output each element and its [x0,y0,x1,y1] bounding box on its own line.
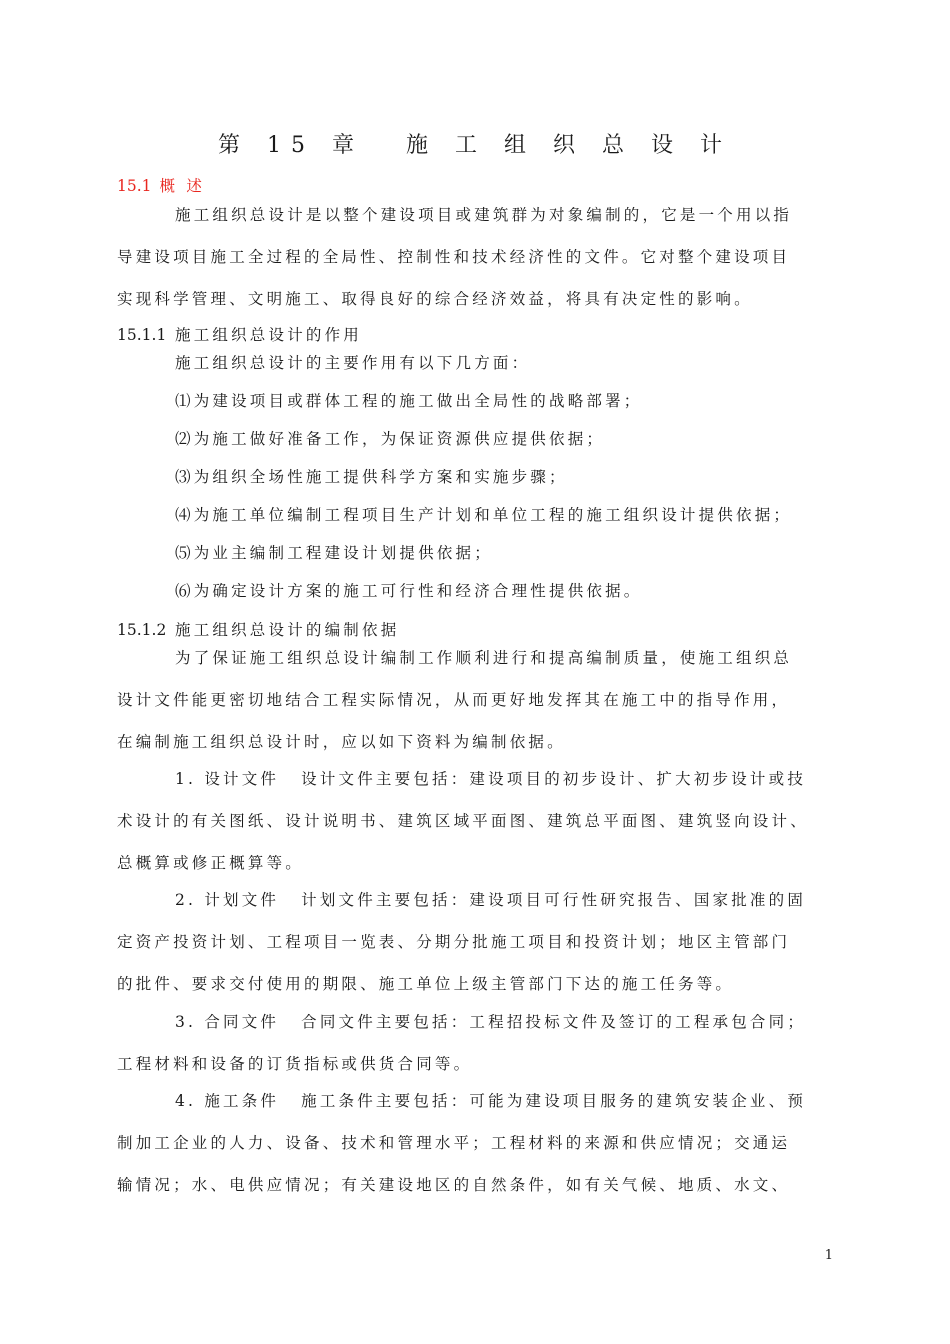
basis-item-2 [175,888,806,910]
paragraph-line: 施工组织总设计的主要作用有以下几方面： [175,354,531,372]
paragraph-line: 设计文件能更密切地结合工程实际情况，从而更好地发挥其在施工中的指导作用， [117,691,791,709]
paragraph-line: 定资产投资计划、工程项目一览表、分期分批施工项目和投资计划；地区主管部门 [117,933,791,951]
paragraph-line: 施工组织总设计是以整个建设项目或建筑群为对象编制的，它是一个用以指 [175,206,793,224]
basis-text: 计划文件主要包括：建设项目可行性研究报告、国家批准的固 [301,891,807,909]
list-item: ⑶为组织全场性施工提供科学方案和实施步骤； [175,468,568,486]
section-number: 15.1.1 [117,326,167,344]
basis-term: 2. 计划文件 [175,891,280,909]
paragraph-line: 实现科学管理、文明施工、取得良好的综合经济效益，将具有决定性的影响。 [117,290,753,308]
section-title: 施工组织总设计的编制依据 [175,621,400,639]
basis-text: 施工条件主要包括：可能为建设项目服务的建筑安装企业、预 [301,1092,807,1110]
page-number: 1 [824,1248,833,1263]
basis-text: 合同文件主要包括：工程招投标文件及签订的工程承包合同； [301,1013,807,1031]
chapter-number: 第 15 章 [218,133,364,158]
list-item: ⑴为建设项目或群体工程的施工做出全局性的战略部署； [175,392,643,410]
paragraph-line: 术设计的有关图纸、设计说明书、建筑区域平面图、建筑总平面图、建筑竖向设计、 [117,812,809,830]
chapter-title [0,128,950,159]
section-number: 15.1.2 [117,621,167,639]
basis-item-4 [175,1089,806,1111]
paragraph-line: 的批件、要求交付使用的期限、施工单位上级主管部门下达的施工任务等。 [117,975,735,993]
basis-item-1 [175,767,806,789]
list-item: ⑹为确定设计方案的施工可行性和经济合理性提供依据。 [175,582,643,600]
section-heading-15-1-2 [117,618,399,640]
basis-text: 设计文件主要包括：建设项目的初步设计、扩大初步设计或技 [301,770,807,788]
paragraph-line: 在编制施工组织总设计时，应以如下资料为编制依据。 [117,733,566,751]
chapter-name: 施 工 组 织 总 设 计 [406,133,732,158]
basis-term: 4. 施工条件 [175,1092,280,1110]
basis-term: 1. 设计文件 [175,770,280,788]
section-heading-15-1 [117,174,205,196]
section-title: 概 述 [159,177,206,195]
section-number: 15.1 [117,177,152,195]
paragraph-line: 输情况；水、电供应情况；有关建设地区的自然条件，如有关气候、地质、水文、 [117,1176,791,1194]
paragraph-line: 工程材料和设备的订货指标或供货合同等。 [117,1055,473,1073]
basis-item-3 [175,1010,806,1032]
list-item: ⑸为业主编制工程建设计划提供依据； [175,544,493,562]
basis-term: 3. 合同文件 [175,1013,280,1031]
paragraph-line: 导建设项目施工全过程的全局性、控制性和技术经济性的文件。它对整个建设项目 [117,248,791,266]
list-item: ⑷为施工单位编制工程项目生产计划和单位工程的施工组织设计提供依据； [175,506,793,524]
section-heading-15-1-1 [117,323,362,345]
paragraph-line: 总概算或修正概算等。 [117,854,305,872]
list-item: ⑵为施工做好准备工作，为保证资源供应提供依据； [175,430,606,448]
section-title: 施工组织总设计的作用 [175,326,363,344]
paragraph-line: 为了保证施工组织总设计编制工作顺利进行和提高编制质量，使施工组织总 [175,649,793,667]
paragraph-line: 制加工企业的人力、设备、技术和管理水平；工程材料的来源和供应情况；交通运 [117,1134,791,1152]
